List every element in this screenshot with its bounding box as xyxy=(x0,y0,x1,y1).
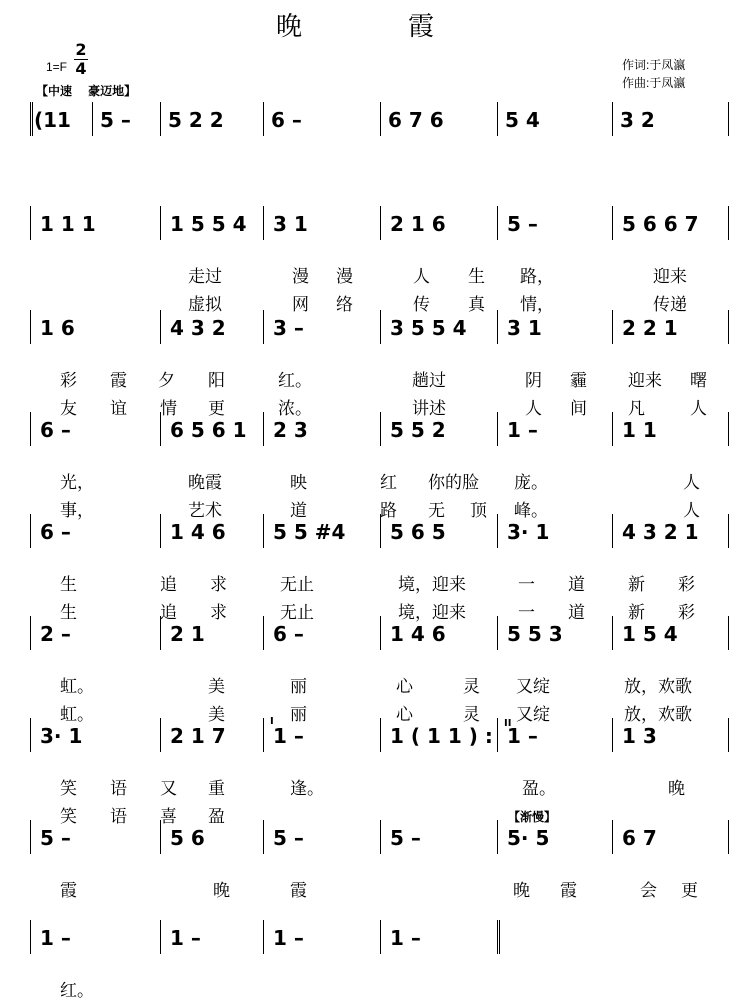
lyric-lyric2: 无 xyxy=(428,501,445,521)
bar-line xyxy=(612,616,613,650)
bar-line xyxy=(160,718,161,752)
bar-line xyxy=(497,514,498,548)
lyric-lyric2: 喜 xyxy=(160,807,177,827)
bar-line xyxy=(612,514,613,548)
lyric-lyric2: 彩 xyxy=(678,603,695,623)
bar-line xyxy=(30,718,31,752)
lyric-lyric2: 虹。 xyxy=(60,705,94,725)
bar-line xyxy=(728,206,729,240)
measure-notes: 2 – xyxy=(40,622,71,646)
measure-notes: 1 – xyxy=(507,724,538,748)
lyric-lyric1: 彩 xyxy=(60,371,77,391)
measure-notes: 5 – xyxy=(507,212,538,236)
bar-line xyxy=(497,920,500,954)
measure-notes: 3 5 5 4 xyxy=(390,316,467,340)
lyric-lyric2: 间 xyxy=(570,399,587,419)
lyric-lyric1: 映 xyxy=(290,473,307,493)
bar-line xyxy=(380,514,381,548)
bar-line xyxy=(30,920,31,954)
bar-line xyxy=(380,412,381,446)
lyric-lyric2: 峰。 xyxy=(514,501,548,521)
lyric-lyric1: 光， xyxy=(60,473,94,493)
bar-line xyxy=(380,206,381,240)
lyric-lyric1: 语 xyxy=(110,779,127,799)
bar-line xyxy=(160,616,161,650)
lyric-lyric1: 无止 xyxy=(280,575,314,595)
lyric-lyric1: 红。 xyxy=(278,371,312,391)
lyric-lyric2: 络 xyxy=(336,295,353,315)
tempo-marking: 【中速 豪迈地】 xyxy=(36,84,137,98)
lyric-lyric1: 庞。 xyxy=(514,473,548,493)
measure-notes: 6 5 6 1 xyxy=(170,418,247,442)
lyric-lyric2: 友 xyxy=(60,399,77,419)
measure-notes: 4 3 2 xyxy=(170,316,226,340)
lyric-lyric1: 晚 xyxy=(213,881,230,901)
key-signature: 1=F xyxy=(46,60,68,74)
lyric-lyric1: 迎来 xyxy=(653,267,687,287)
measure-notes: 2 3 xyxy=(273,418,308,442)
lyric-lyric1: 道 xyxy=(568,575,585,595)
bar-line xyxy=(30,616,31,650)
measure-notes: 5 6 5 xyxy=(390,520,446,544)
measure-notes: 5 6 6 7 xyxy=(622,212,699,236)
bar-line xyxy=(380,102,381,136)
measure-notes: 3 – xyxy=(273,316,304,340)
measure-notes: 1 ( 1 1 ) : xyxy=(390,724,493,748)
measure-notes: 6 7 6 xyxy=(388,108,444,132)
lyric-lyric1: 生 xyxy=(468,267,485,287)
measure-notes: 2 1 xyxy=(170,622,205,646)
bar-line xyxy=(160,310,161,344)
bar-line xyxy=(160,206,161,240)
bar-line xyxy=(497,616,498,650)
lyric-lyric1: 夕 xyxy=(158,371,175,391)
bar-line xyxy=(263,616,264,650)
lyric-lyric1: 逢。 xyxy=(290,779,324,799)
meter-bottom: 4 xyxy=(75,59,87,78)
lyric-lyric2: 情， xyxy=(520,295,554,315)
lyric-lyric1: 生 xyxy=(60,575,77,595)
lyric-lyric1: 又绽 xyxy=(516,677,550,697)
lyric-lyric2: 路 xyxy=(380,501,397,521)
lyric-lyric1: 阳 xyxy=(208,371,225,391)
measure-notes: 1 – xyxy=(390,926,421,950)
bar-line xyxy=(497,412,498,446)
lyric-lyric1: 红。 xyxy=(60,981,94,1001)
lyric-lyric2: 生 xyxy=(60,603,77,623)
lyric-lyric1: 晚 xyxy=(668,779,685,799)
lyric-lyric2: 人 xyxy=(525,399,542,419)
bar-line xyxy=(160,920,161,954)
measure-notes: 6 – xyxy=(40,520,71,544)
lyric-lyric1: 虹。 xyxy=(60,677,94,697)
lyric-lyric1: 笑 xyxy=(60,779,77,799)
lyric-lyric2: 求 xyxy=(210,603,227,623)
lyric-lyric2: 网 xyxy=(292,295,309,315)
measure-notes: 2 1 7 xyxy=(170,724,226,748)
measure-notes: 1 5 5 4 xyxy=(170,212,247,236)
lyric-lyric2: 又绽 xyxy=(516,705,550,725)
measure-notes: 3 1 xyxy=(507,316,542,340)
lyric-lyric2: 顶 xyxy=(470,501,487,521)
time-signature xyxy=(74,42,88,77)
bar-line xyxy=(612,718,613,752)
measure-notes: 5 – xyxy=(40,826,71,850)
bar-line xyxy=(263,718,264,752)
bar-line xyxy=(30,820,31,854)
lyric-lyric2: 笑 xyxy=(60,807,77,827)
bar-line xyxy=(30,412,31,446)
bar-line xyxy=(612,310,613,344)
lyric-lyric1: 趟过 xyxy=(412,371,446,391)
bar-line xyxy=(728,102,729,136)
measure-notes: 1 4 6 xyxy=(170,520,226,544)
lyric-lyric2: 盈 xyxy=(208,807,225,827)
bar-line xyxy=(497,206,498,240)
lyric-lyric1: 漫 xyxy=(336,267,353,287)
measure-notes: 1 6 xyxy=(40,316,75,340)
bar-line xyxy=(497,310,498,344)
measure-notes: 4 3 2 1 xyxy=(622,520,699,544)
lyric-lyric2: 讲述 xyxy=(412,399,446,419)
bar-line xyxy=(612,206,613,240)
lyric-lyric1: 红 xyxy=(380,473,397,493)
lyric-lyric2: 道 xyxy=(568,603,585,623)
lyric-lyric2: 真 xyxy=(468,295,485,315)
lyric-lyric2: 语 xyxy=(110,807,127,827)
lyric-lyric1: 彩 xyxy=(678,575,695,595)
lyric-lyric2: 丽 xyxy=(290,705,307,725)
measure-notes: 3 2 xyxy=(620,108,655,132)
bar-line xyxy=(160,820,161,854)
lyric-lyric2: 虚拟 xyxy=(188,295,222,315)
lyric-lyric2: 传递 xyxy=(653,295,687,315)
measure-notes: 5 6 xyxy=(170,826,205,850)
bar-line xyxy=(263,310,264,344)
lyric-lyric1: 曙 xyxy=(690,371,707,391)
lyric-lyric1: 晚霞 xyxy=(188,473,222,493)
lyric-lyric1: 追 xyxy=(160,575,177,595)
lyric-lyric2: 新 xyxy=(628,603,645,623)
lyric-lyric1: 新 xyxy=(628,575,645,595)
measure-notes: 6 – xyxy=(271,108,302,132)
lyric-lyric2: 谊 xyxy=(110,399,127,419)
bar-line xyxy=(30,102,33,136)
lyric-lyric1: 一 xyxy=(518,575,535,595)
lyric-lyric2: 浓。 xyxy=(278,399,312,419)
lyric-lyric1: 霞 xyxy=(290,881,307,901)
lyric-lyric1: 迎来 xyxy=(628,371,662,391)
measure-notes: 1 5 4 xyxy=(622,622,678,646)
lyric-lyric2: 一 xyxy=(518,603,535,623)
bar-line xyxy=(728,412,729,446)
measure-notes: 5 5 2 xyxy=(390,418,446,442)
measure-notes: 3 1 xyxy=(273,212,308,236)
lyric-lyric2: 无止 xyxy=(280,603,314,623)
composer-credit: 作曲:于凤瀛 xyxy=(622,76,686,90)
bar-line xyxy=(92,102,93,136)
lyric-lyric1: 路， xyxy=(520,267,554,287)
lyric-lyric1: 走过 xyxy=(188,267,222,287)
lyric-lyric2: 道 xyxy=(290,501,307,521)
measure-notes: 6 – xyxy=(40,418,71,442)
bar-line xyxy=(263,206,264,240)
lyric-lyric1: 会 xyxy=(640,881,657,901)
lyric-lyric1: 重 xyxy=(208,779,225,799)
measure-notes: 2 1 6 xyxy=(390,212,446,236)
second-ending-mark: II xyxy=(504,718,512,729)
lyric-lyric1: 灵 xyxy=(463,677,480,697)
bar-line xyxy=(380,616,381,650)
measure-notes: 5 5 #4 xyxy=(273,520,346,544)
lyric-lyric1: 盈。 xyxy=(522,779,556,799)
bar-line xyxy=(497,718,498,752)
lyric-lyric2: 心 xyxy=(396,705,413,725)
lyric-lyric2: 艺术 xyxy=(188,501,222,521)
lyric-lyric1: 晚 xyxy=(513,881,530,901)
lyric-lyric2: 凡 xyxy=(628,399,645,419)
bar-line xyxy=(263,102,264,136)
lyric-lyric2: 传 xyxy=(413,295,430,315)
lyric-lyric1: 你的脸 xyxy=(428,473,479,493)
bar-line xyxy=(30,514,31,548)
measure-notes: 1 – xyxy=(273,926,304,950)
measure-notes: 3· 1 xyxy=(40,724,83,748)
bar-line xyxy=(497,102,498,136)
bar-line xyxy=(160,412,161,446)
measure-notes: 1 – xyxy=(170,926,201,950)
measure-notes: 5· 5 xyxy=(507,826,550,850)
lyric-lyric1: 人 xyxy=(683,473,700,493)
lyric-lyric2: 更 xyxy=(208,399,225,419)
lyric-lyric1: 又 xyxy=(160,779,177,799)
bar-line xyxy=(263,920,264,954)
bar-line xyxy=(30,310,31,344)
lyricist-credit: 作词:于凤瀛 xyxy=(622,58,686,72)
bar-line xyxy=(728,718,729,752)
lyric-lyric1: 霞 xyxy=(60,881,77,901)
bar-line xyxy=(160,514,161,548)
bar-line xyxy=(612,820,613,854)
lyric-lyric2: 追 xyxy=(160,603,177,623)
lyric-lyric2: 美 xyxy=(208,705,225,725)
measure-notes: 1 – xyxy=(273,724,304,748)
lyric-lyric2: 情 xyxy=(160,399,177,419)
bar-line xyxy=(728,310,729,344)
lyric-lyric1: 阴 xyxy=(525,371,542,391)
measure-notes: 5 2 2 xyxy=(168,108,224,132)
bar-line xyxy=(160,102,161,136)
measure-notes: (11 xyxy=(34,108,71,132)
slowing-tag: 【渐慢】 xyxy=(508,810,557,824)
lyric-lyric1: 霞 xyxy=(110,371,127,391)
bar-line xyxy=(497,820,498,854)
lyric-lyric2: 事， xyxy=(60,501,94,521)
bar-line xyxy=(728,616,729,650)
measure-notes: 5 – xyxy=(100,108,131,132)
bar-line xyxy=(263,820,264,854)
bar-line xyxy=(263,412,264,446)
bar-line xyxy=(728,514,729,548)
bar-line xyxy=(612,412,613,446)
lyric-lyric2: 境，迎来 xyxy=(398,603,466,623)
measure-notes: 5 – xyxy=(390,826,421,850)
lyric-lyric1: 求 xyxy=(210,575,227,595)
lyric-lyric1: 美 xyxy=(208,677,225,697)
measure-notes: 2 2 1 xyxy=(622,316,678,340)
bar-line xyxy=(380,718,381,752)
measure-notes: 1 1 xyxy=(622,418,657,442)
bar-line xyxy=(380,820,381,854)
bar-line xyxy=(263,514,264,548)
bar-line xyxy=(30,206,31,240)
measure-notes: 1 – xyxy=(40,926,71,950)
measure-notes: 1 – xyxy=(507,418,538,442)
measure-notes: 6 – xyxy=(273,622,304,646)
measure-notes: 5 5 3 xyxy=(507,622,563,646)
bar-line xyxy=(380,920,381,954)
lyric-lyric1: 心 xyxy=(396,677,413,697)
lyric-lyric1: 丽 xyxy=(290,677,307,697)
measure-notes: 5 – xyxy=(273,826,304,850)
lyric-lyric1: 人 xyxy=(413,267,430,287)
measure-notes: 1 3 xyxy=(622,724,657,748)
lyric-lyric1: 境，迎来 xyxy=(398,575,466,595)
meter-top: 2 xyxy=(75,40,87,59)
lyric-lyric2: 灵 xyxy=(463,705,480,725)
bar-line xyxy=(612,102,613,136)
measure-notes: 1 4 6 xyxy=(390,622,446,646)
measure-notes: 1 1 1 xyxy=(40,212,96,236)
lyric-lyric2: 人 xyxy=(683,501,700,521)
lyric-lyric1: 霞 xyxy=(560,881,577,901)
first-ending-mark: I xyxy=(270,716,274,727)
lyric-lyric1: 漫 xyxy=(292,267,309,287)
bar-line xyxy=(728,820,729,854)
lyric-lyric1: 更 xyxy=(681,881,698,901)
lyric-lyric2: 人 xyxy=(690,399,707,419)
measure-notes: 3· 1 xyxy=(507,520,550,544)
song-title: 晚 霞 xyxy=(275,12,474,42)
measure-notes: 6 7 xyxy=(622,826,657,850)
lyric-lyric1: 放，欢歌 xyxy=(624,677,692,697)
bar-line xyxy=(380,310,381,344)
lyric-lyric1: 霾 xyxy=(570,371,587,391)
measure-notes: 5 4 xyxy=(505,108,540,132)
lyric-lyric2: 放，欢歌 xyxy=(624,705,692,725)
